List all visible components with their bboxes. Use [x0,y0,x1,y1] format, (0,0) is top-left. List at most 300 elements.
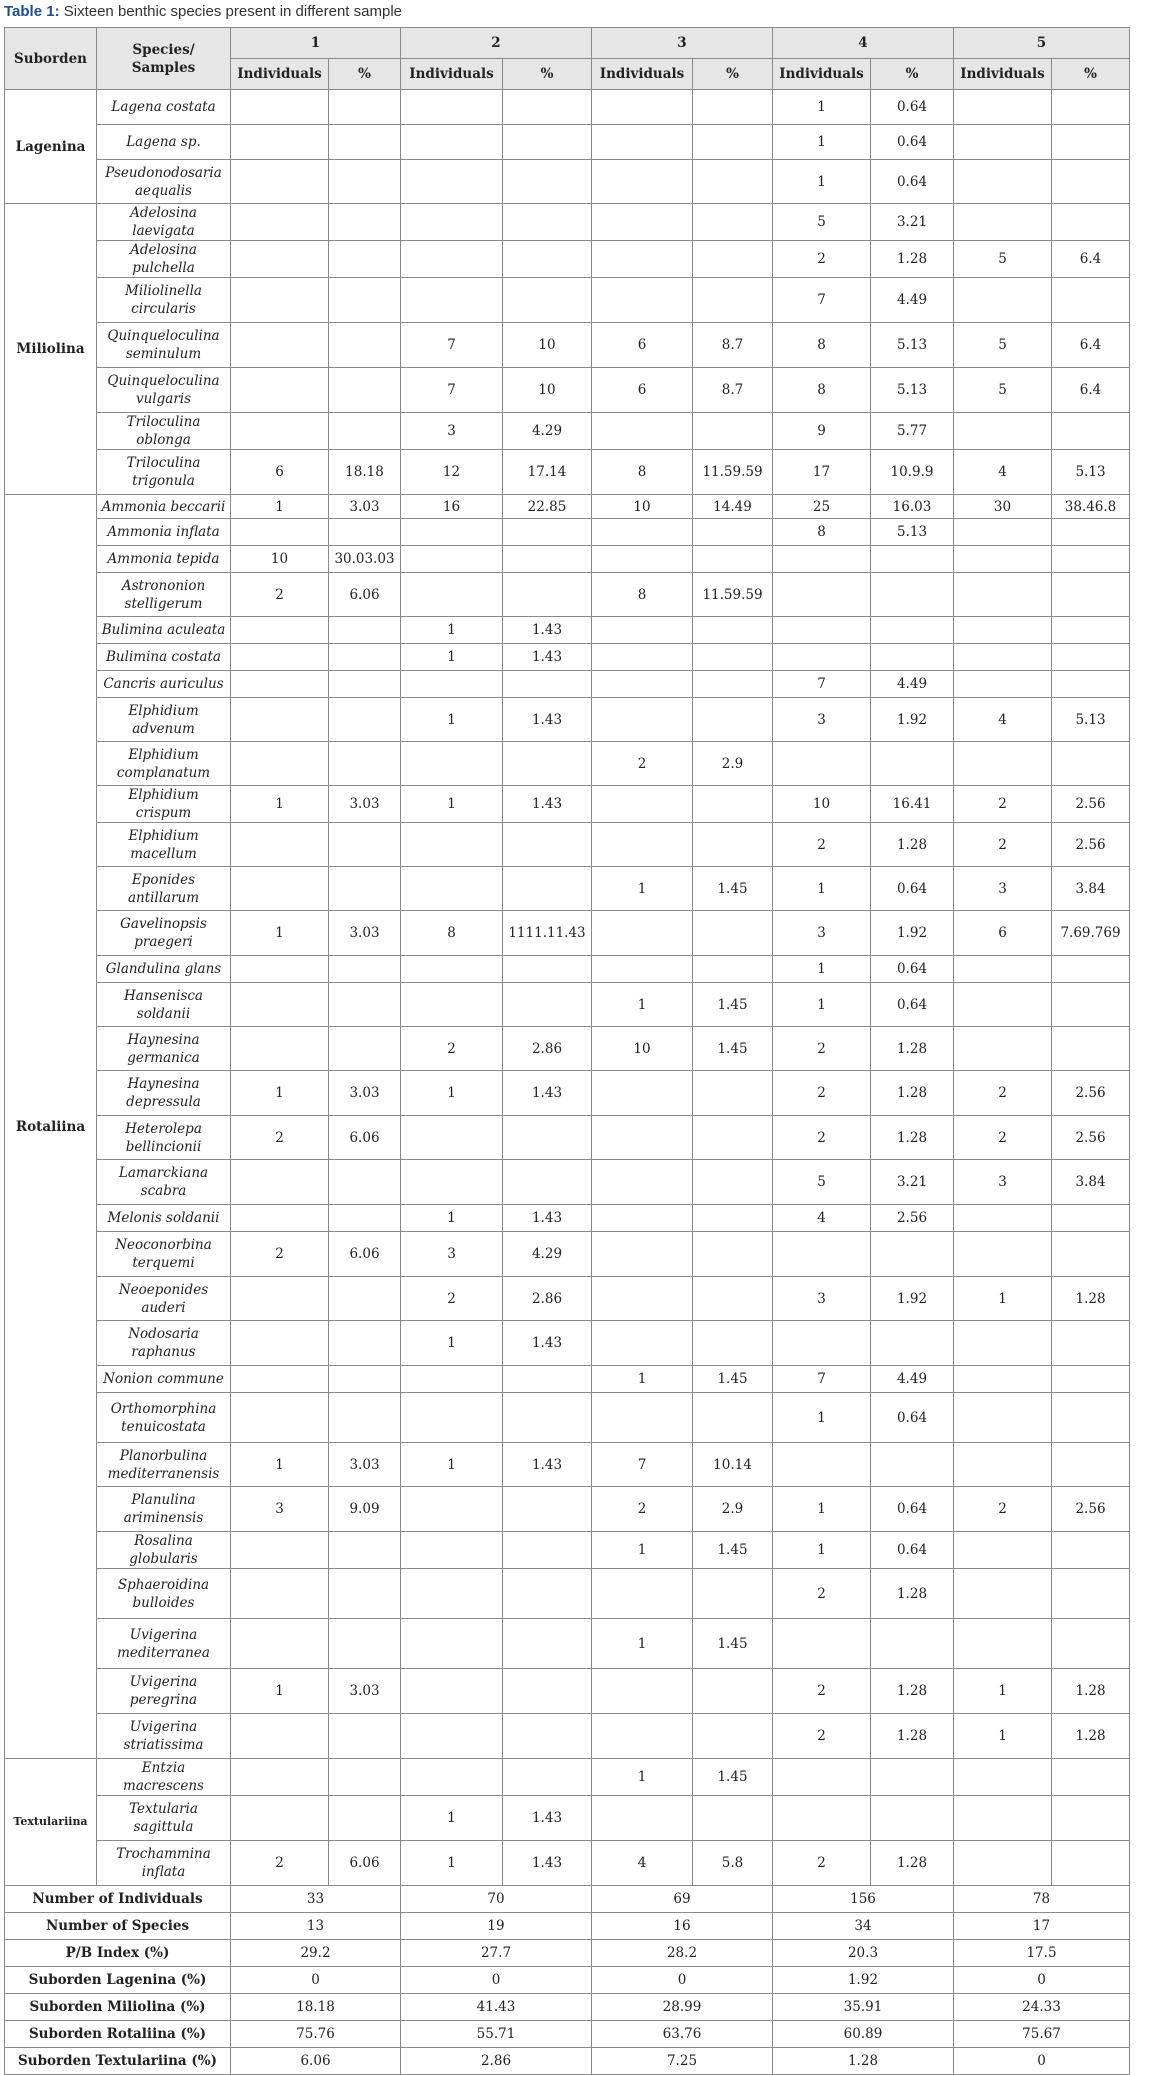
individuals-cell [401,983,503,1027]
percent-cell [693,671,773,698]
summary-label: Suborden Textulariina (%) [5,2048,231,2075]
individuals-cell: 4 [954,698,1052,742]
percent-cell [693,956,773,983]
percent-cell: 2.56 [1052,786,1130,823]
percent-cell [329,671,401,698]
table-row [5,573,1130,617]
percent-cell [503,573,592,617]
percent-cell: 1.28 [1052,1714,1130,1759]
header-sample-5: 5 [954,28,1130,59]
percent-cell: 1.45 [693,1027,773,1071]
individuals-cell [592,698,693,742]
percent-cell: 4.49 [871,1366,954,1393]
individuals-cell: 5 [954,368,1052,413]
percent-cell: 3.03 [329,495,401,519]
percent-cell [329,125,401,160]
individuals-cell [231,983,329,1027]
individuals-cell [954,1759,1052,1796]
percent-cell [693,1116,773,1160]
individuals-cell [954,1393,1052,1443]
individuals-cell: 1 [401,1841,503,1886]
percent-cell [329,278,401,323]
summary-value: 24.33 [954,1994,1130,2021]
individuals-cell [231,698,329,742]
individuals-cell: 1 [231,786,329,823]
percent-cell [1052,1393,1130,1443]
individuals-cell: 2 [773,1027,871,1071]
individuals-cell [231,867,329,911]
table-row [5,546,1130,573]
percent-cell [693,413,773,450]
percent-cell [503,671,592,698]
summary-value: 69 [592,1886,773,1913]
individuals-cell [231,241,329,278]
individuals-cell [773,573,871,617]
species-cell: Ammonia beccarii [97,495,231,519]
percent-cell: 2.86 [503,1277,592,1321]
individuals-cell: 2 [954,823,1052,867]
table-row [5,1443,1130,1487]
summary-value: 28.2 [592,1940,773,1967]
percent-cell: 2.56 [1052,823,1130,867]
individuals-cell [592,1321,693,1366]
percent-cell [871,644,954,671]
species-cell: Sphaeroidina bulloides [97,1569,231,1619]
percent-cell: 16.03 [871,495,954,519]
individuals-cell: 7 [773,1366,871,1393]
individuals-cell: 2 [773,241,871,278]
table-row [5,1487,1130,1532]
individuals-cell: 2 [592,742,693,786]
summary-label: Suborden Miliolina (%) [5,1994,231,2021]
individuals-cell [954,1841,1052,1886]
individuals-cell: 6 [592,368,693,413]
individuals-cell: 8 [773,368,871,413]
individuals-cell: 1 [773,125,871,160]
percent-cell: 5.13 [871,368,954,413]
table-row [5,413,1130,450]
percent-cell [329,1532,401,1569]
header-percent: % [329,59,401,90]
percent-cell [329,204,401,241]
percent-cell: 1.28 [871,1027,954,1071]
summary-value: 78 [954,1886,1130,1913]
percent-cell: 2.56 [1052,1487,1130,1532]
individuals-cell [231,1366,329,1393]
individuals-cell [954,278,1052,323]
individuals-cell: 2 [773,1669,871,1714]
species-cell: Gavelinopsis praegeri [97,911,231,956]
percent-cell [503,1669,592,1714]
individuals-cell: 3 [401,1232,503,1277]
individuals-cell: 1 [592,1759,693,1796]
table-row [5,1569,1130,1619]
percent-cell [1052,644,1130,671]
individuals-cell: 1 [954,1277,1052,1321]
individuals-cell [592,823,693,867]
individuals-cell [401,1569,503,1619]
percent-cell: 6.06 [329,573,401,617]
individuals-cell [773,644,871,671]
percent-cell [503,204,592,241]
percent-cell [329,368,401,413]
percent-cell [693,278,773,323]
individuals-cell [231,1714,329,1759]
individuals-cell [401,278,503,323]
species-cell: Haynesina germanica [97,1027,231,1071]
percent-cell: 6.4 [1052,241,1130,278]
individuals-cell [954,160,1052,204]
species-cell: Ammonia tepida [97,546,231,573]
table-row [5,1116,1130,1160]
percent-cell [693,125,773,160]
percent-cell [1052,1443,1130,1487]
table-row [5,1027,1130,1071]
percent-cell: 17.14 [503,450,592,495]
percent-cell: 10 [503,368,592,413]
individuals-cell: 2 [401,1027,503,1071]
percent-cell [1052,278,1130,323]
individuals-cell: 1 [401,644,503,671]
species-cell: Glandulina glans [97,956,231,983]
individuals-cell: 4 [592,1841,693,1886]
suborden-cell: Lagenina [5,90,97,204]
summary-row [5,1994,1130,2021]
individuals-cell: 8 [401,911,503,956]
percent-cell [1052,1366,1130,1393]
individuals-cell: 1 [401,698,503,742]
individuals-cell [231,160,329,204]
table-row [5,911,1130,956]
percent-cell: 5.13 [871,323,954,368]
percent-cell: 4.29 [503,413,592,450]
summary-value: 27.7 [401,1940,592,1967]
summary-value: 60.89 [773,2021,954,2048]
table-row [5,1619,1130,1669]
table-caption [4,3,402,21]
percent-cell: 6.06 [329,1116,401,1160]
individuals-cell [231,125,329,160]
individuals-cell: 8 [773,323,871,368]
percent-cell [1052,519,1130,546]
individuals-cell [231,204,329,241]
header-percent: % [871,59,954,90]
individuals-cell [401,1619,503,1669]
percent-cell [871,1796,954,1841]
table-row [5,1277,1130,1321]
individuals-cell [231,617,329,644]
header-individuals: Individuals [401,59,503,90]
percent-cell: 7.69.769 [1052,911,1130,956]
summary-row [5,1967,1130,1994]
header-individuals: Individuals [773,59,871,90]
species-cell: Cancris auriculus [97,671,231,698]
header-percent: % [693,59,773,90]
individuals-cell: 2 [592,1487,693,1532]
individuals-cell: 1 [401,1796,503,1841]
percent-cell [1052,1532,1130,1569]
percent-cell [1052,956,1130,983]
species-cell: Planulina ariminensis [97,1487,231,1532]
percent-cell [1052,1759,1130,1796]
individuals-cell: 5 [954,323,1052,368]
individuals-cell [592,241,693,278]
species-cell: Nodosaria raphanus [97,1321,231,1366]
individuals-cell [401,90,503,125]
percent-cell: 3.03 [329,1669,401,1714]
percent-cell [1052,1321,1130,1366]
percent-cell [503,867,592,911]
summary-value: 0 [592,1967,773,1994]
table-row [5,519,1130,546]
table-row [5,671,1130,698]
table-row [5,1532,1130,1569]
percent-cell [329,698,401,742]
percent-cell: 1.92 [871,911,954,956]
percent-cell: 1.28 [1052,1277,1130,1321]
percent-cell [503,1619,592,1669]
header-percent: % [503,59,592,90]
individuals-cell: 1 [773,1532,871,1569]
individuals-cell: 1 [231,1443,329,1487]
percent-cell [693,911,773,956]
individuals-cell [592,160,693,204]
individuals-cell [231,823,329,867]
percent-cell [329,1569,401,1619]
percent-cell: 0.64 [871,160,954,204]
percent-cell [503,742,592,786]
individuals-cell [954,1232,1052,1277]
summary-row [5,1913,1130,1940]
percent-cell: 14.49 [693,495,773,519]
individuals-cell [773,1321,871,1366]
individuals-cell: 16 [401,495,503,519]
percent-cell: 1.45 [693,1532,773,1569]
summary-label: Suborden Lagenina (%) [5,1967,231,1994]
individuals-cell [592,911,693,956]
percent-cell: 22.85 [503,495,592,519]
individuals-cell [954,1321,1052,1366]
percent-cell [1052,1796,1130,1841]
individuals-cell [592,1232,693,1277]
header-sample-3: 3 [592,28,773,59]
percent-cell [503,1393,592,1443]
species-cell: Planorbulina mediterranensis [97,1443,231,1487]
individuals-cell [773,617,871,644]
percent-cell: 2.56 [871,1205,954,1232]
percent-cell [329,160,401,204]
percent-cell [1052,742,1130,786]
percent-cell: 1.43 [503,617,592,644]
percent-cell: 1.43 [503,1205,592,1232]
summary-value: 0 [231,1967,401,1994]
individuals-cell: 1 [231,1071,329,1116]
header-species: Species/ Samples [97,28,231,90]
individuals-cell [592,1569,693,1619]
percent-cell [503,1116,592,1160]
individuals-cell: 3 [954,1160,1052,1205]
percent-cell: 3.84 [1052,1160,1130,1205]
individuals-cell: 7 [401,323,503,368]
individuals-cell [401,519,503,546]
percent-cell: 8.7 [693,368,773,413]
percent-cell: 10.14 [693,1443,773,1487]
summary-value: 29.2 [231,1940,401,1967]
percent-cell [693,644,773,671]
individuals-cell: 1 [401,786,503,823]
percent-cell: 1.43 [503,1796,592,1841]
individuals-cell [401,160,503,204]
percent-cell [329,956,401,983]
percent-cell: 1.28 [871,241,954,278]
percent-cell [693,1669,773,1714]
species-cell: Triloculina oblonga [97,413,231,450]
percent-cell [693,241,773,278]
individuals-cell [592,519,693,546]
percent-cell [693,1393,773,1443]
individuals-cell [231,1393,329,1443]
summary-value: 17 [954,1913,1130,1940]
percent-cell [329,1321,401,1366]
individuals-cell: 10 [592,495,693,519]
species-cell: Eponides antillarum [97,867,231,911]
percent-cell: 0.64 [871,956,954,983]
individuals-cell [954,644,1052,671]
species-cell: Bulimina aculeata [97,617,231,644]
percent-cell: 4.49 [871,671,954,698]
percent-cell: 1.43 [503,644,592,671]
individuals-cell [954,1366,1052,1393]
individuals-cell: 1 [401,1205,503,1232]
individuals-cell: 2 [954,1116,1052,1160]
individuals-cell: 12 [401,450,503,495]
percent-cell: 1.28 [1052,1669,1130,1714]
percent-cell: 1.43 [503,1071,592,1116]
individuals-cell [231,1027,329,1071]
individuals-cell: 1 [401,1071,503,1116]
species-cell: Entzia macrescens [97,1759,231,1796]
individuals-cell: 2 [773,1841,871,1886]
species-cell: Bulimina costata [97,644,231,671]
percent-cell [329,90,401,125]
percent-cell: 4.49 [871,278,954,323]
summary-value: 34 [773,1913,954,1940]
percent-cell: 3.03 [329,1071,401,1116]
table-row [5,368,1130,413]
table-row [5,450,1130,495]
table-row [5,1071,1130,1116]
species-cell: Neoeponides auderi [97,1277,231,1321]
individuals-cell [954,1443,1052,1487]
percent-cell: 5.77 [871,413,954,450]
individuals-cell: 1 [773,1487,871,1532]
percent-cell [329,742,401,786]
header-sample-1: 1 [231,28,401,59]
individuals-cell: 1 [592,1532,693,1569]
percent-cell [693,1277,773,1321]
individuals-cell [954,617,1052,644]
individuals-cell [231,1796,329,1841]
individuals-cell: 30 [954,495,1052,519]
individuals-cell [231,1532,329,1569]
individuals-cell [231,671,329,698]
individuals-cell [231,1619,329,1669]
percent-cell [693,786,773,823]
percent-cell [503,1160,592,1205]
table-row [5,1669,1130,1714]
percent-cell [1052,1027,1130,1071]
species-cell: Uvigerina peregrina [97,1669,231,1714]
table-header [5,28,1130,90]
individuals-cell [231,1759,329,1796]
percent-cell: 1.45 [693,1759,773,1796]
individuals-cell [231,1205,329,1232]
individuals-cell: 1 [592,1619,693,1669]
table-row [5,983,1130,1027]
species-cell: Astrononion stelligerum [97,573,231,617]
percent-cell [693,1796,773,1841]
individuals-cell: 7 [592,1443,693,1487]
percent-cell [329,1027,401,1071]
individuals-cell: 2 [773,1714,871,1759]
percent-cell: 3.03 [329,911,401,956]
individuals-cell: 5 [773,1160,871,1205]
individuals-cell [231,742,329,786]
percent-cell [503,1366,592,1393]
species-cell: Lagena sp. [97,125,231,160]
species-table [4,27,1130,2075]
percent-cell [329,323,401,368]
percent-cell [1052,1619,1130,1669]
percent-cell [329,644,401,671]
individuals-cell: 2 [954,786,1052,823]
species-cell: Ammonia inflata [97,519,231,546]
individuals-cell [592,90,693,125]
summary-value: 75.76 [231,2021,401,2048]
percent-cell: 1.45 [693,867,773,911]
percent-cell [1052,546,1130,573]
individuals-cell [592,546,693,573]
percent-cell [871,1759,954,1796]
percent-cell [693,1160,773,1205]
percent-cell: 10 [503,323,592,368]
individuals-cell [592,1071,693,1116]
percent-cell [871,742,954,786]
percent-cell [693,617,773,644]
percent-cell [1052,671,1130,698]
table-row [5,956,1130,983]
individuals-cell: 3 [773,1277,871,1321]
individuals-cell: 1 [773,90,871,125]
individuals-cell [401,1366,503,1393]
individuals-cell [773,1759,871,1796]
individuals-cell [401,1714,503,1759]
percent-cell [329,1393,401,1443]
percent-cell: 1.28 [871,1116,954,1160]
percent-cell: 3.21 [871,204,954,241]
individuals-cell: 1 [231,1669,329,1714]
individuals-cell [592,671,693,698]
individuals-cell: 2 [401,1277,503,1321]
percent-cell [329,1277,401,1321]
individuals-cell: 2 [773,823,871,867]
individuals-cell [592,1669,693,1714]
summary-value: 0 [954,2048,1130,2075]
header-sample-4: 4 [773,28,954,59]
individuals-cell: 2 [954,1487,1052,1532]
individuals-cell: 6 [954,911,1052,956]
header-suborden: Suborden [5,28,97,90]
